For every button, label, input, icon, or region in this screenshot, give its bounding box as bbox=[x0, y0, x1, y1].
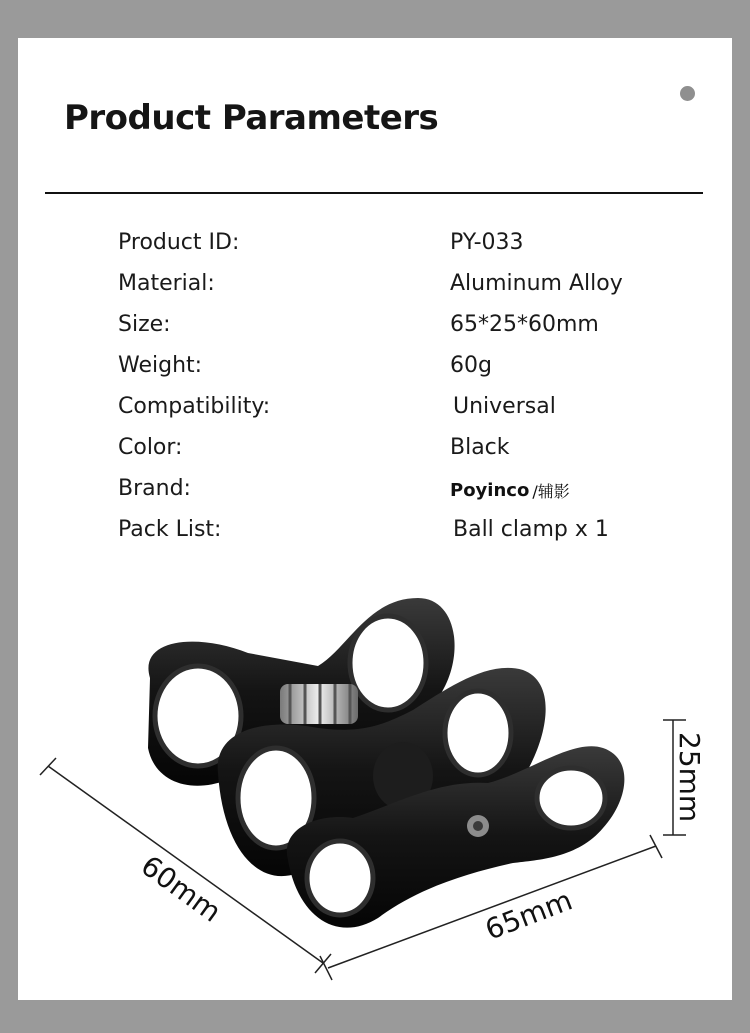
spec-label: Material: bbox=[118, 271, 215, 296]
spec-label: Weight: bbox=[118, 353, 203, 378]
spec-value: Black bbox=[450, 435, 510, 460]
spec-value: Ball clamp x 1 bbox=[453, 517, 609, 542]
product-illustration bbox=[18, 38, 732, 1000]
spec-label: Pack List: bbox=[118, 517, 222, 542]
product-parameters-card bbox=[18, 38, 732, 1000]
brand-suffix: /辅影 bbox=[532, 482, 570, 501]
spec-label: Brand: bbox=[118, 476, 191, 501]
spec-value: PY-033 bbox=[450, 230, 524, 255]
page-title: Product Parameters bbox=[64, 98, 439, 138]
spring bbox=[280, 684, 358, 724]
spec-value: Universal bbox=[453, 394, 556, 419]
spec-label: Product ID: bbox=[118, 230, 240, 255]
spec-label: Compatibility: bbox=[118, 394, 271, 419]
spec-label: Color: bbox=[118, 435, 183, 460]
spec-value: 60g bbox=[450, 353, 492, 378]
spec-value: 65*25*60mm bbox=[450, 312, 599, 337]
dimension-height-label: 25mm bbox=[673, 732, 706, 823]
spec-value: Aluminum Alloy bbox=[450, 271, 623, 296]
brand-wordmark: Poyinco bbox=[450, 480, 530, 501]
spec-label: Size: bbox=[118, 312, 171, 337]
dimension-depth-label: 60mm bbox=[134, 848, 228, 929]
dimension-width-label: 65mm bbox=[480, 883, 577, 947]
